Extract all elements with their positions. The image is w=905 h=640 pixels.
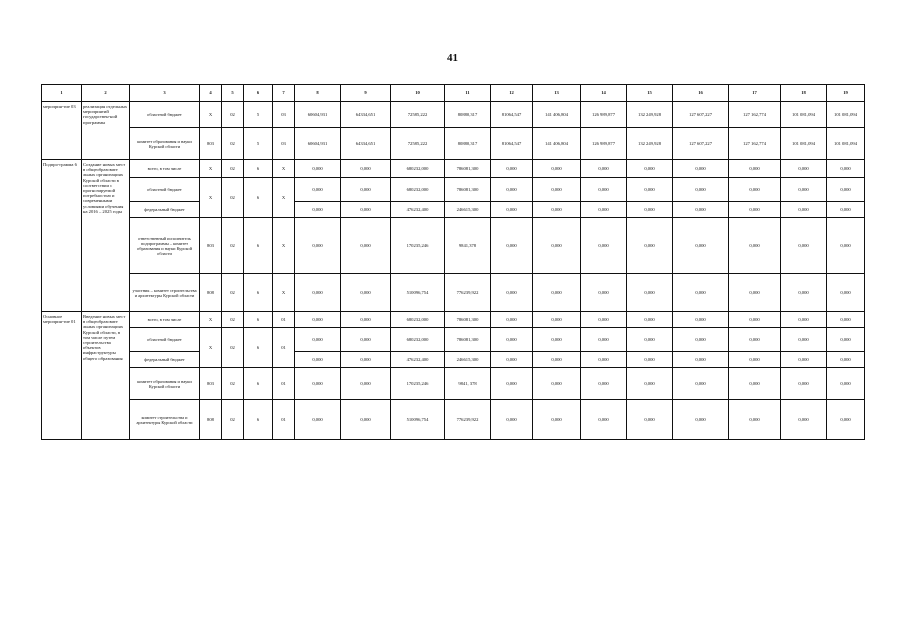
value-cell: 0,000	[827, 400, 865, 440]
value-cell: 0,000	[581, 368, 627, 400]
value-cell: 0,000	[673, 202, 729, 218]
code-cell: Х	[200, 160, 222, 178]
code-cell: 02	[222, 328, 244, 368]
value-cell: 0,000	[827, 160, 865, 178]
value-cell: 0,000	[673, 400, 729, 440]
value-cell: 0,000	[533, 178, 581, 202]
code-cell: 6	[244, 160, 273, 178]
header-row	[42, 85, 865, 102]
code-cell: 803	[200, 368, 222, 400]
value-cell: 0,000	[673, 218, 729, 274]
funding-source-cell: областной бюджет	[130, 328, 200, 352]
value-cell: 0,000	[491, 328, 533, 352]
header-cell: 14	[581, 85, 627, 102]
table-row	[42, 328, 865, 352]
value-cell: 141 406,804	[533, 102, 581, 128]
value-cell: 0,000	[729, 202, 781, 218]
value-cell: 0,000	[729, 178, 781, 202]
code-cell: 03	[273, 128, 295, 160]
value-cell: 60604,931	[295, 128, 341, 160]
value-cell: 680232,000	[391, 160, 445, 178]
code-cell: Х	[273, 178, 295, 218]
funding-source-cell: всего, в том числе	[130, 312, 200, 328]
value-cell: 60604,931	[295, 102, 341, 128]
code-cell: 803	[200, 128, 222, 160]
value-cell: 80880,317	[445, 128, 491, 160]
value-cell: 141 406,804	[533, 128, 581, 160]
value-cell: 101 081,094	[781, 102, 827, 128]
value-cell: 0,000	[491, 352, 533, 368]
value-cell: 0,000	[581, 400, 627, 440]
value-cell: 0,000	[533, 312, 581, 328]
header-cell: 2	[82, 85, 130, 102]
code-cell: 803	[200, 218, 222, 274]
table-row	[42, 218, 865, 274]
table-row	[42, 102, 865, 128]
header-cell: 9	[341, 85, 391, 102]
code-cell: Х	[200, 312, 222, 328]
value-cell: 246615,300	[445, 352, 491, 368]
program-name-cell: Создание новых мест в общеобразовате льных организациях Курской области в соответствии с прогнозируемой потребностью и современными условиями обучения на 2016 – 2025 годы	[82, 160, 130, 312]
value-cell: 510096,754	[391, 274, 445, 312]
value-cell: 0,000	[673, 368, 729, 400]
value-cell: 0,000	[491, 312, 533, 328]
value-cell: 0,000	[491, 160, 533, 178]
value-cell: 0,000	[729, 274, 781, 312]
funding-source-cell: ответственный исполнитель подпрограммы – комитет образования и науки Курской области	[130, 218, 200, 274]
value-cell: 0,000	[581, 202, 627, 218]
value-cell: 0,000	[729, 160, 781, 178]
value-cell: 132 249,928	[627, 102, 673, 128]
value-cell: 0,000	[295, 312, 341, 328]
value-cell: 0,000	[827, 328, 865, 352]
value-cell: 776239,922	[445, 274, 491, 312]
program-code-cell: мероприя-тие 03	[42, 102, 82, 160]
value-cell: 0,000	[295, 368, 341, 400]
value-cell: 80880,317	[445, 102, 491, 128]
value-cell: 127 607,227	[673, 128, 729, 160]
value-cell: 0,000	[673, 178, 729, 202]
value-cell: 72585,222	[391, 128, 445, 160]
budget-table	[41, 84, 865, 440]
value-cell: 0,000	[627, 160, 673, 178]
value-cell: 0,000	[781, 178, 827, 202]
code-cell: 02	[222, 178, 244, 218]
value-cell: 0,000	[729, 352, 781, 368]
header-cell: 3	[130, 85, 200, 102]
code-cell: 6	[244, 274, 273, 312]
code-cell: 02	[222, 160, 244, 178]
code-cell: 02	[222, 400, 244, 440]
value-cell: 9841,378	[445, 218, 491, 274]
code-cell: 02	[222, 274, 244, 312]
code-cell: 808	[200, 400, 222, 440]
funding-source-cell: федеральный бюджет	[130, 352, 200, 368]
header-cell: 6	[244, 85, 273, 102]
value-cell: 0,000	[827, 218, 865, 274]
code-cell: 02	[222, 218, 244, 274]
value-cell: 0,000	[781, 218, 827, 274]
value-cell: 0,000	[341, 218, 391, 274]
header-cell: 5	[222, 85, 244, 102]
funding-source-cell: всего, в том числе	[130, 160, 200, 178]
value-cell: 0,000	[627, 218, 673, 274]
value-cell: 101 081,094	[827, 128, 865, 160]
value-cell: 0,000	[533, 160, 581, 178]
value-cell: 0,000	[627, 202, 673, 218]
funding-source-cell: участник – комитет строительства и архитектуры Курской области	[130, 274, 200, 312]
table-row	[42, 178, 865, 202]
code-cell: Х	[273, 218, 295, 274]
value-cell: 0,000	[491, 218, 533, 274]
funding-source-cell: комитет образования и науки Курской области	[130, 128, 200, 160]
value-cell: 0,000	[341, 352, 391, 368]
value-cell: 127 607,227	[673, 102, 729, 128]
header-cell: 15	[627, 85, 673, 102]
funding-source-cell: комитет образования и науки Курской области	[130, 368, 200, 400]
code-cell: 03	[273, 102, 295, 128]
code-cell: 6	[244, 312, 273, 328]
value-cell: 0,000	[827, 312, 865, 328]
code-cell: 02	[222, 312, 244, 328]
header-cell: 8	[295, 85, 341, 102]
header-cell: 16	[673, 85, 729, 102]
value-cell: 0,000	[729, 400, 781, 440]
value-cell: 0,000	[827, 202, 865, 218]
value-cell: 170235,246	[391, 218, 445, 274]
funding-source-cell: федеральный бюджет	[130, 202, 200, 218]
value-cell: 0,000	[673, 160, 729, 178]
header-cell: 19	[827, 85, 865, 102]
value-cell: 0,000	[341, 178, 391, 202]
value-cell: 127 162,774	[729, 102, 781, 128]
program-code-cell: Подпро-грамма 6	[42, 160, 82, 312]
code-cell: 01	[273, 368, 295, 400]
value-cell: 0,000	[581, 274, 627, 312]
value-cell: 0,000	[729, 368, 781, 400]
value-cell: 0,000	[781, 160, 827, 178]
value-cell: 476232,400	[391, 352, 445, 368]
value-cell: 72585,222	[391, 102, 445, 128]
funding-source-cell: областной бюджет	[130, 178, 200, 202]
value-cell: 786081,300	[445, 160, 491, 178]
value-cell: 510096,754	[391, 400, 445, 440]
code-cell: Х	[273, 274, 295, 312]
value-cell: 0,000	[491, 368, 533, 400]
code-cell: 01	[273, 312, 295, 328]
value-cell: 476232,400	[391, 202, 445, 218]
value-cell: 0,000	[627, 178, 673, 202]
value-cell: 0,000	[295, 328, 341, 352]
value-cell: 132 249,928	[627, 128, 673, 160]
value-cell: 0,000	[781, 368, 827, 400]
header-cell: 13	[533, 85, 581, 102]
value-cell: 126 989,877	[581, 128, 627, 160]
funding-source-cell: областной бюджет	[130, 102, 200, 128]
value-cell: 0,000	[295, 178, 341, 202]
value-cell: 0,000	[533, 352, 581, 368]
value-cell: 0,000	[627, 352, 673, 368]
page-number: 41	[447, 52, 458, 64]
value-cell: 0,000	[827, 368, 865, 400]
value-cell: 0,000	[295, 400, 341, 440]
value-cell: 680232,000	[391, 178, 445, 202]
value-cell: 0,000	[533, 368, 581, 400]
value-cell: 0,000	[491, 202, 533, 218]
table-row	[42, 128, 865, 160]
value-cell: 0,000	[533, 328, 581, 352]
code-cell: 6	[244, 218, 273, 274]
value-cell: 0,000	[673, 312, 729, 328]
code-cell: Х	[273, 160, 295, 178]
header-cell: 17	[729, 85, 781, 102]
code-cell: 6	[244, 368, 273, 400]
table-row	[42, 274, 865, 312]
value-cell: 0,000	[295, 202, 341, 218]
code-cell: 6	[244, 400, 273, 440]
table-row	[42, 202, 865, 218]
value-cell: 0,000	[533, 274, 581, 312]
value-cell: 0,000	[581, 178, 627, 202]
code-cell: Х	[200, 178, 222, 218]
value-cell: 0,000	[781, 328, 827, 352]
code-cell: 01	[273, 328, 295, 368]
value-cell: 776239,922	[445, 400, 491, 440]
table-row	[42, 400, 865, 440]
value-cell: 0,000	[295, 218, 341, 274]
value-cell: 170235,246	[391, 368, 445, 400]
code-cell: 6	[244, 178, 273, 218]
code-cell: 5	[244, 102, 273, 128]
value-cell: 0,000	[781, 312, 827, 328]
header-cell: 4	[200, 85, 222, 102]
header-cell: 10	[391, 85, 445, 102]
value-cell: 101 081,094	[827, 102, 865, 128]
value-cell: 0,000	[581, 160, 627, 178]
table-row	[42, 368, 865, 400]
value-cell: 0,000	[491, 400, 533, 440]
value-cell: 246615,300	[445, 202, 491, 218]
value-cell: 0,000	[295, 274, 341, 312]
value-cell: 0,000	[627, 328, 673, 352]
program-name-cell: реализация отдельных мероприятий государствен-ной программы	[82, 102, 130, 160]
value-cell: 680232,000	[391, 312, 445, 328]
program-code-cell: Основное мероприя-тие 01	[42, 312, 82, 440]
code-cell: 02	[222, 368, 244, 400]
value-cell: 0,000	[729, 218, 781, 274]
table-row	[42, 352, 865, 368]
code-cell: 02	[222, 128, 244, 160]
value-cell: 0,000	[581, 218, 627, 274]
value-cell: 0,000	[341, 202, 391, 218]
value-cell: 786081,300	[445, 328, 491, 352]
header-cell: 12	[491, 85, 533, 102]
value-cell: 0,000	[781, 400, 827, 440]
value-cell: 0,000	[781, 202, 827, 218]
value-cell: 0,000	[673, 274, 729, 312]
value-cell: 0,000	[673, 352, 729, 368]
funding-source-cell: комитет строительства и архитектуры Курской области	[130, 400, 200, 440]
value-cell: 0,000	[827, 352, 865, 368]
value-cell: 0,000	[627, 368, 673, 400]
value-cell: 0,000	[491, 178, 533, 202]
value-cell: 0,000	[533, 400, 581, 440]
value-cell: 0,000	[341, 368, 391, 400]
value-cell: 0,000	[341, 328, 391, 352]
value-cell: 81064,547	[491, 128, 533, 160]
code-cell: Х	[200, 328, 222, 368]
value-cell: 101 081,094	[781, 128, 827, 160]
value-cell: 0,000	[729, 328, 781, 352]
value-cell: 0,000	[581, 328, 627, 352]
code-cell: 6	[244, 328, 273, 368]
header-cell: 7	[273, 85, 295, 102]
value-cell: 0,000	[627, 400, 673, 440]
table-row	[42, 160, 865, 178]
value-cell: 0,000	[341, 274, 391, 312]
value-cell: 0,000	[533, 202, 581, 218]
value-cell: 0,000	[581, 352, 627, 368]
value-cell: 0,000	[827, 178, 865, 202]
table-row	[42, 312, 865, 328]
value-cell: 127 162,774	[729, 128, 781, 160]
value-cell: 786081,300	[445, 312, 491, 328]
value-cell: 0,000	[295, 160, 341, 178]
value-cell: 0,000	[781, 352, 827, 368]
code-cell: 02	[222, 102, 244, 128]
value-cell: 0,000	[581, 312, 627, 328]
value-cell: 81064,547	[491, 102, 533, 128]
value-cell: 9841, 378	[445, 368, 491, 400]
value-cell: 0,000	[491, 274, 533, 312]
value-cell: 0,000	[627, 312, 673, 328]
value-cell: 64334,651	[341, 128, 391, 160]
value-cell: 0,000	[295, 352, 341, 368]
value-cell: 0,000	[627, 274, 673, 312]
value-cell: 0,000	[673, 328, 729, 352]
value-cell: 0,000	[781, 274, 827, 312]
value-cell: 0,000	[533, 218, 581, 274]
code-cell: 808	[200, 274, 222, 312]
value-cell: 0,000	[729, 312, 781, 328]
value-cell: 126 989,877	[581, 102, 627, 128]
header-cell: 1	[42, 85, 82, 102]
header-cell: 11	[445, 85, 491, 102]
value-cell: 0,000	[827, 274, 865, 312]
value-cell: 680232,000	[391, 328, 445, 352]
value-cell: 0,000	[341, 160, 391, 178]
code-cell: 01	[273, 400, 295, 440]
value-cell: 64334,651	[341, 102, 391, 128]
header-cell: 18	[781, 85, 827, 102]
code-cell: Х	[200, 102, 222, 128]
value-cell: 786081,300	[445, 178, 491, 202]
code-cell: 5	[244, 128, 273, 160]
program-name-cell: Введение новых мест в общеобразовате льных организациях Курской области, в том числе путем строительства объектов инфраструктуры общего образования	[82, 312, 130, 440]
value-cell: 0,000	[341, 400, 391, 440]
value-cell: 0,000	[341, 312, 391, 328]
